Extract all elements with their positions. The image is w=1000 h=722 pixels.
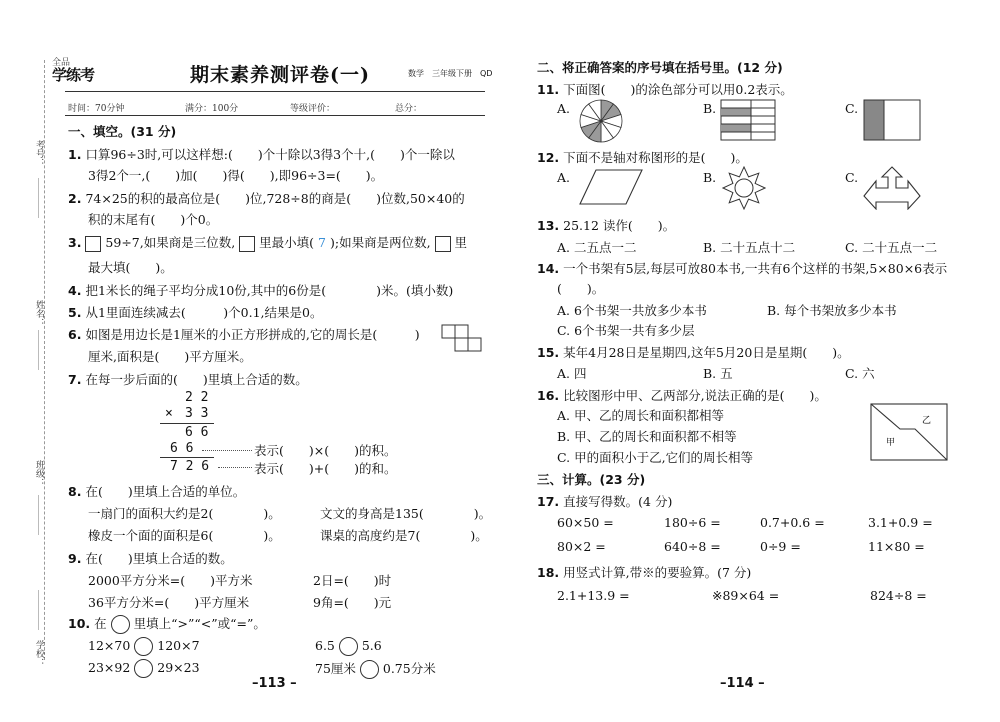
- question-text: 里最小填(: [259, 235, 315, 250]
- page-number-right: –114 –: [720, 676, 765, 691]
- question-text: 2日=( )时: [313, 573, 392, 588]
- question-text: 一个书架有5层,每层可放80本书,一共有6个这样的书架,5×80×6表示: [563, 261, 948, 276]
- name-label: 姓名：: [34, 300, 44, 327]
- calc-item: 2.1+13.9 =: [557, 588, 630, 603]
- school-label: 学校：: [34, 640, 44, 667]
- question-number: 10.: [68, 616, 91, 631]
- gutter-write-line: [38, 178, 39, 218]
- option-a-label: A.: [557, 170, 571, 185]
- question-text: 表示( )+( )的和。: [254, 461, 397, 476]
- question-text: 最大填( )。: [88, 260, 173, 275]
- option-b[interactable]: B. 五: [703, 366, 733, 381]
- question-11: [537, 80, 793, 98]
- compare-circle[interactable]: [134, 659, 153, 678]
- vm-row-partial-1: 6 6: [185, 425, 209, 440]
- vm-rule: [160, 423, 214, 424]
- arrows-figure: [862, 166, 922, 210]
- compare-right: 29×23: [157, 660, 200, 675]
- option-b[interactable]: B. 二十五点十二: [703, 240, 796, 255]
- option-c[interactable]: C. 二十五点一二: [845, 240, 938, 255]
- section-3-heading: 三、计算。(23 分): [537, 472, 646, 487]
- square-shape-figure: [441, 324, 485, 354]
- calc-item: 60×50 =: [557, 515, 614, 530]
- calc-item: 640÷8 =: [664, 539, 721, 554]
- question-13: [537, 216, 675, 234]
- question-12: [537, 148, 748, 166]
- page-title: 期末素养测评卷(一): [190, 64, 370, 86]
- blank-box[interactable]: [435, 236, 451, 252]
- sun-figure: [722, 166, 766, 210]
- question-2: [68, 189, 465, 207]
- calc-item: 180÷6 =: [664, 515, 721, 530]
- question-text: 如图是用边长是1厘米的小正方形拼成的,它的周长是( ): [85, 327, 420, 342]
- compare-item: [88, 659, 200, 678]
- question-number: 9.: [68, 551, 82, 566]
- option-a-label: A.: [557, 101, 571, 116]
- shaded-rectangle-figure: [863, 99, 921, 141]
- compare-circle[interactable]: [111, 615, 130, 634]
- exam-number-label: 考号：: [34, 140, 44, 167]
- question-number: 7.: [68, 372, 82, 387]
- question-15: [537, 343, 850, 361]
- question-5: [68, 303, 322, 321]
- option-c[interactable]: C. 6个书架一共有多少层: [557, 323, 695, 338]
- question-number: 17.: [537, 494, 560, 509]
- section-2-heading: 二、将正确答案的序号填在括号里。(12 分): [537, 60, 783, 75]
- question-text: 下面图( )的涂色部分可以用0.2表示。: [563, 82, 793, 97]
- figure-label-jia: 甲: [886, 438, 896, 448]
- compare-circle[interactable]: [360, 660, 379, 679]
- question-text: 积的末尾有( )个0。: [88, 212, 219, 227]
- option-c[interactable]: C. 甲的面积小于乙,它们的周长相等: [557, 450, 754, 465]
- question-number: 4.: [68, 283, 82, 298]
- question-text: 里填上“>”“<”或“=”。: [133, 616, 266, 631]
- question-number: 12.: [537, 150, 560, 165]
- question-7: [68, 370, 308, 388]
- split-rectangle-figure: [870, 403, 948, 461]
- page-number-left: –113 –: [252, 676, 297, 691]
- question-number: 13.: [537, 218, 560, 233]
- question-1: [68, 145, 455, 163]
- question-number: 6.: [68, 327, 82, 342]
- compare-right: 5.6: [361, 638, 382, 653]
- option-b-label: B.: [703, 170, 717, 185]
- blank-box[interactable]: [85, 236, 101, 252]
- section-1-heading: 一、填空。(31 分): [68, 124, 177, 139]
- question-text: 在每一步后面的( )里填上合适的数。: [85, 372, 308, 387]
- compare-left: 23×92: [88, 660, 131, 675]
- compare-left: 6.5: [315, 638, 335, 653]
- question-text: );如果商是两位数,: [329, 235, 431, 250]
- option-a[interactable]: A. 二五点一二: [557, 240, 637, 255]
- question-text: 一扇门的面积大约是2( )。: [88, 506, 281, 521]
- option-c[interactable]: C. 六: [845, 366, 875, 381]
- vm-row-partial-2: 6 6: [170, 441, 194, 456]
- question-9: [68, 549, 233, 567]
- option-b[interactable]: B. 甲、乙的周长和面积都不相等: [557, 429, 737, 444]
- handwritten-answer: 7: [318, 235, 326, 250]
- calc-item: ※89×64 =: [712, 588, 780, 603]
- calc-item: 0÷9 =: [760, 539, 801, 554]
- subject-label: 数学 三年级下册 QD: [408, 69, 493, 78]
- question-4: [68, 281, 453, 299]
- vm-operator: ×: [165, 406, 173, 421]
- grade-info: 等级评价：: [290, 104, 336, 114]
- question-text: 用竖式计算,带※的要验算。(7 分): [563, 565, 752, 580]
- question-8: [68, 482, 245, 500]
- compare-right: 120×7: [157, 638, 200, 653]
- calc-item: 824÷8 =: [870, 588, 927, 603]
- compare-circle[interactable]: [134, 637, 153, 656]
- question-text: 厘米,面积是( )平方厘米。: [88, 349, 252, 364]
- question-text: 25.12 读作( )。: [563, 218, 676, 233]
- question-text: 3得2个一,( )加( )得( ),即96÷3=( )。: [88, 168, 384, 183]
- question-text: 下面不是轴对称图形的是( )。: [563, 150, 748, 165]
- header-rule: [65, 115, 485, 116]
- striped-rectangle-figure: [720, 99, 776, 141]
- question-14: [537, 259, 947, 277]
- question-text: 直接写得数。(4 分): [563, 494, 673, 509]
- question-text: 课桌的高度约是7( )。: [320, 528, 488, 543]
- leader-dots: [218, 467, 252, 468]
- question-number: 18.: [537, 565, 560, 580]
- compare-item: [315, 637, 382, 656]
- question-number: 1.: [68, 147, 82, 162]
- compare-left: 12×70: [88, 638, 131, 653]
- option-a[interactable]: A. 6个书架一共放多少本书: [557, 303, 707, 318]
- question-text: 把1米长的绳子平均分成10份,其中的6份是( )米。(填小数): [85, 283, 454, 298]
- gutter-write-line: [38, 330, 39, 370]
- question-text: 里: [454, 235, 468, 250]
- score-info: 满分：100分: [185, 104, 239, 114]
- option-c-label: C.: [845, 170, 859, 185]
- question-text: 橡皮一个面的面积是6( )。: [88, 528, 281, 543]
- vm-row-multiplier: 3 3: [185, 406, 209, 421]
- question-text: ( )。: [557, 281, 605, 296]
- question-6: [68, 325, 420, 343]
- compare-circle[interactable]: [339, 637, 358, 656]
- time-info: 时间：70分钟: [68, 104, 125, 114]
- question-text: 表示( )×( )的积。: [254, 443, 397, 458]
- question-text: 文文的身高是135( )。: [320, 506, 492, 521]
- question-number: 5.: [68, 305, 82, 320]
- question-10: [68, 614, 266, 634]
- option-b[interactable]: B. 每个书架放多少本书: [767, 303, 897, 318]
- blank-box[interactable]: [239, 236, 255, 252]
- question-number: 2.: [68, 191, 82, 206]
- question-text: 59÷7,如果商是三位数,: [105, 235, 236, 250]
- parallelogram-figure: [578, 168, 644, 206]
- logo-top-text: 全品: [52, 58, 71, 68]
- question-18: [537, 563, 751, 581]
- compare-item: [315, 659, 436, 679]
- gutter-write-line: [38, 495, 39, 535]
- question-text: 74×25的积的最高位是( )位,728÷8的商是( )位数,50×40的: [85, 191, 465, 206]
- question-number: 11.: [537, 82, 560, 97]
- compare-item: [88, 637, 200, 656]
- question-text: 在( )里填上合适的单位。: [85, 484, 246, 499]
- question-text: 2000平方分米=( )平方米: [88, 573, 253, 588]
- question-text: 9角=( )元: [313, 595, 392, 610]
- question-number: 14.: [537, 261, 560, 276]
- calc-item: 11×80 =: [868, 539, 925, 554]
- question-number: 16.: [537, 388, 560, 403]
- circle-pie-figure: [578, 98, 624, 144]
- question-number: 8.: [68, 484, 82, 499]
- calc-item: 3.1+0.9 =: [868, 515, 933, 530]
- question-text: 在: [94, 616, 107, 631]
- total-info: 总分：: [395, 104, 423, 114]
- option-c-label: C.: [845, 101, 859, 116]
- question-text: 36平方分米=( )平方厘米: [88, 595, 250, 610]
- question-text: 口算96÷3时,可以这样想:( )个十除以3得3个十,( )个一除以: [85, 147, 455, 162]
- header-rule: [65, 91, 485, 92]
- question-16: [537, 386, 827, 404]
- question-number: 3.: [68, 235, 82, 250]
- leader-dots: [202, 450, 252, 451]
- logo: 学练考: [52, 66, 95, 84]
- question-number: 15.: [537, 345, 560, 360]
- option-a[interactable]: A. 甲、乙的周长和面积都相等: [557, 408, 724, 423]
- compare-right: 0.75分米: [382, 661, 436, 676]
- figure-label-yi: 乙: [922, 416, 932, 426]
- question-text: 比较图形中甲、乙两部分,说法正确的是( )。: [563, 388, 827, 403]
- question-text: 某年4月28日是星期四,这年5月20日是星期( )。: [563, 345, 850, 360]
- vm-rule: [160, 457, 214, 458]
- vm-row-product: 7 2 6: [170, 459, 210, 474]
- class-label: 班级：: [34, 460, 44, 487]
- question-text: 从1里面连续减去( )个0.1,结果是0。: [85, 305, 323, 320]
- question-3: [68, 233, 467, 252]
- option-b-label: B.: [703, 101, 717, 116]
- question-17: [537, 492, 672, 510]
- calc-item: 0.7+0.6 =: [760, 515, 825, 530]
- vm-row-multiplicand: 2 2: [185, 390, 209, 405]
- calc-item: 80×2 =: [557, 539, 606, 554]
- compare-left: 75厘米: [315, 661, 356, 676]
- option-a[interactable]: A. 四: [557, 366, 587, 381]
- gutter-write-line: [38, 590, 39, 630]
- question-text: 在( )里填上合适的数。: [85, 551, 233, 566]
